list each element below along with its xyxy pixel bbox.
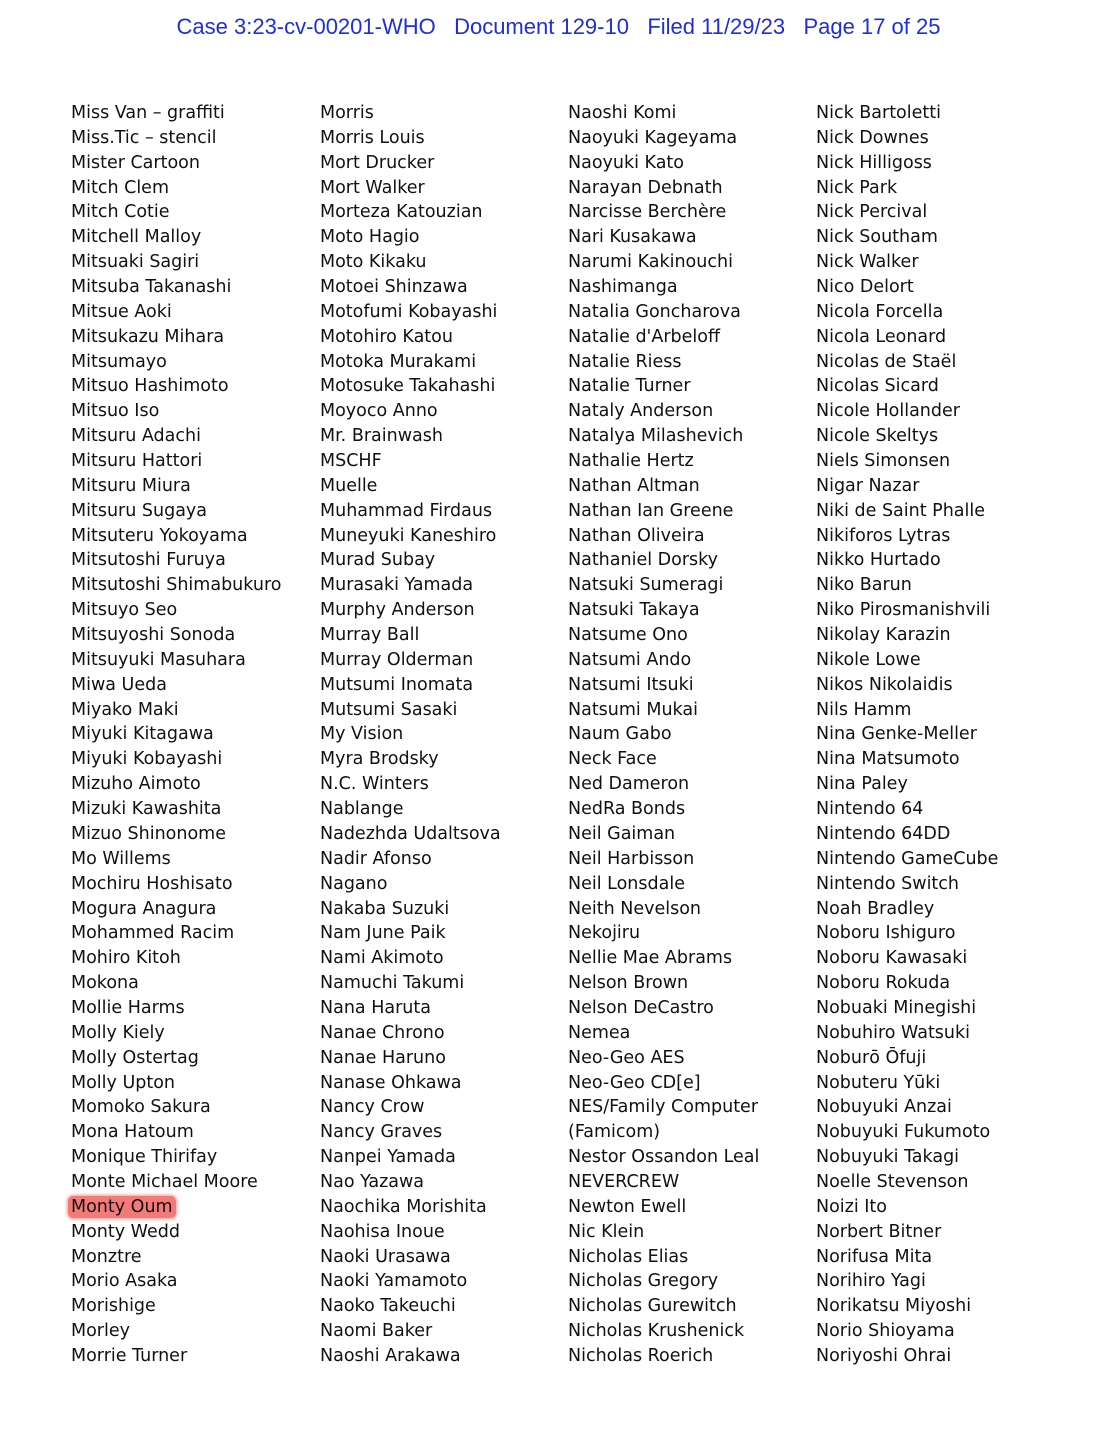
list-item: Morio Asaka [71, 1271, 178, 1292]
list-item: NES/Family Computer [568, 1097, 759, 1118]
list-item: Murray Olderman [320, 649, 474, 670]
list-item: Nathan Altman [568, 475, 700, 496]
list-item: Miwa Ueda [71, 674, 167, 695]
list-item: NEVERCREW [568, 1171, 680, 1192]
list-item: Naohisa Inoue [320, 1221, 445, 1242]
list-item: Noboru Ishiguro [816, 923, 956, 944]
list-item: Moyoco Anno [320, 401, 438, 422]
list-item: Mo Willems [71, 848, 171, 869]
list-item: Nikole Lowe [816, 649, 921, 670]
list-item: Mohiro Kitoh [71, 948, 181, 969]
list-item: Naoko Takeuchi [320, 1296, 456, 1317]
list-item: Murray Ball [320, 625, 420, 646]
list-item: Neck Face [568, 749, 657, 770]
list-item: Nadezhda Udaltsova [320, 823, 501, 844]
list-item: Noelle Stevenson [816, 1171, 969, 1192]
list-item: Natsumi Itsuki [568, 674, 694, 695]
list-item: Noboru Rokuda [816, 973, 951, 994]
list-item: Naoyuki Kato [568, 152, 684, 173]
list-item: Mizuki Kawashita [71, 799, 222, 820]
list-item: Nicholas Gregory [568, 1271, 719, 1292]
list-item: Naoshi Komi [568, 103, 677, 123]
list-item: Miss.Tic – stencil [71, 127, 217, 148]
list-item: Murphy Anderson [320, 600, 475, 621]
list-item: Nina Matsumoto [816, 749, 960, 770]
list-item: Niki de Saint Phalle [816, 500, 986, 521]
list-item: Murad Subay [320, 550, 436, 571]
list-item: Nanpei Yamada [320, 1147, 456, 1168]
list-item: Miss Van – graffiti [71, 103, 225, 123]
list-item: Nancy Graves [320, 1122, 443, 1143]
list-item: Mollie Harms [71, 997, 185, 1018]
name-column-2 [320, 101, 501, 1369]
list-item: Nick Percival [816, 202, 928, 223]
list-item: Norio Shioyama [816, 1321, 955, 1342]
list-item: My Vision [320, 724, 404, 745]
list-item: Norbert Bitner [816, 1221, 942, 1242]
list-item: Nana Haruta [320, 997, 431, 1018]
list-item: Ned Dameron [568, 774, 690, 795]
list-item: Mitsuru Sugaya [71, 500, 207, 521]
list-item: Nekojiru [568, 923, 641, 944]
list-item: Motosuke Takahashi [320, 376, 496, 397]
list-item: Mitsuru Miura [71, 475, 191, 496]
list-item: Narayan Debnath [568, 177, 723, 198]
list-item: Mort Drucker [320, 152, 435, 173]
list-item: Nelson Brown [568, 973, 689, 994]
list-item: Mizuo Shinonome [71, 823, 226, 844]
list-item: Nikos Nikolaidis [816, 674, 953, 695]
list-item: Mokona [71, 973, 139, 994]
list-item: Nathan Oliveira [568, 525, 705, 546]
list-item: Nobuyuki Takagi [816, 1147, 960, 1168]
list-item: Norikatsu Miyoshi [816, 1296, 972, 1317]
list-item: Nintendo 64DD [816, 823, 951, 844]
list-item: Morris Louis [320, 127, 425, 148]
list-item: Nintendo Switch [816, 873, 959, 894]
list-item: Nick Hilligoss [816, 152, 932, 173]
list-item: Natsuki Takaya [568, 600, 700, 621]
list-item: Mitsutoshi Shimabukuro [71, 575, 282, 596]
list-item: Nathaniel Dorsky [568, 550, 718, 571]
list-item: Nathan Ian Greene [568, 500, 734, 521]
list-item: N.C. Winters [320, 774, 429, 795]
list-item: Mogura Anagura [71, 898, 217, 919]
list-item: Nikolay Karazin [816, 625, 951, 646]
list-item: Mitsuyoshi Sonoda [71, 625, 236, 646]
list-item: Miyuki Kitagawa [71, 724, 214, 745]
list-item: Niko Barun [816, 575, 912, 596]
list-item: Nobuaki Minegishi [816, 997, 977, 1018]
list-item: Muhammad Firdaus [320, 500, 493, 521]
list-item: Neil Gaiman [568, 823, 676, 844]
list-item: Mitsuteru Yokoyama [71, 525, 248, 546]
list-item: Monztre [71, 1246, 142, 1267]
list-item: Nobuyuki Fukumoto [816, 1122, 991, 1143]
list-item: Nemea [568, 1022, 631, 1043]
list-item: Morteza Katouzian [320, 202, 483, 223]
name-column-1 [71, 101, 281, 1369]
list-item: Mohammed Racim [71, 923, 235, 944]
list-item: Nagano [320, 873, 388, 894]
list-item: Nobuyuki Anzai [816, 1097, 952, 1118]
list-item: Naoki Urasawa [320, 1246, 451, 1267]
list-item: Norihiro Yagi [816, 1271, 926, 1292]
list-item: Nick Downes [816, 127, 929, 148]
list-item: Morrie Turner [71, 1345, 188, 1366]
list-item: Natsumi Mukai [568, 699, 698, 720]
list-item: Motoka Murakami [320, 351, 477, 372]
list-item: Mitsutoshi Furuya [71, 550, 226, 571]
list-item: Nick Walker [816, 252, 919, 273]
list-item: Nintendo 64 [816, 799, 924, 820]
list-item: Myra Brodsky [320, 749, 439, 770]
list-item: Newton Ewell [568, 1196, 687, 1217]
list-item: Mitsuo Iso [71, 401, 160, 422]
list-item: Noizi Ito [816, 1196, 887, 1217]
list-item: Monique Thirifay [71, 1147, 218, 1168]
list-item: Motofumi Kobayashi [320, 301, 498, 322]
list-item: Mitchell Malloy [71, 227, 202, 248]
list-item: Mort Walker [320, 177, 425, 198]
list-item: Mister Cartoon [71, 152, 200, 173]
list-item: Miyako Maki [71, 699, 179, 720]
list-item: Nancy Crow [320, 1097, 425, 1118]
list-item: Mitsuyo Seo [71, 600, 178, 621]
list-item: Nadir Afonso [320, 848, 432, 869]
list-item: Nigar Nazar [816, 475, 920, 496]
list-item: Noah Bradley [816, 898, 935, 919]
list-item: Nils Hamm [816, 699, 912, 720]
list-item: Nari Kusakawa [568, 227, 697, 248]
list-item: Neo-Geo AES [568, 1047, 685, 1068]
list-item: Moto Hagio [320, 227, 420, 248]
list-item: Noburō Ōfuji [816, 1047, 927, 1068]
case-number: Case 3:23-cv-00201-WHO [176, 14, 436, 39]
list-item: Monte Michael Moore [71, 1171, 258, 1192]
highlighted-name: Monty Oum [68, 1196, 176, 1218]
list-item: Neo-Geo CD[e] [568, 1072, 701, 1093]
list-item: Nashimanga [568, 277, 678, 298]
list-item: Mitsuru Adachi [71, 426, 201, 447]
list-item: Nanae Chrono [320, 1022, 445, 1043]
list-item: Nicolas de Staël [816, 351, 957, 372]
list-item: Neil Lonsdale [568, 873, 685, 894]
list-item: Niko Pirosmanishvili [816, 600, 991, 621]
list-item: Mitch Clem [71, 177, 169, 198]
list-item: Naochika Morishita [320, 1196, 487, 1217]
list-item: Nicola Forcella [816, 301, 944, 322]
name-column-3 [568, 101, 759, 1369]
list-item: Narcisse Berchère [568, 202, 727, 223]
filed-date: Filed 11/29/23 [647, 14, 786, 39]
page-number: Page 17 of 25 [803, 14, 941, 39]
list-item: Mochiru Hoshisato [71, 873, 233, 894]
list-item: Natsuki Sumeragi [568, 575, 724, 596]
list-item: Natsume Ono [568, 625, 688, 646]
list-item: Natalie d'Arbeloff [568, 326, 721, 347]
list-item: NedRa Bonds [568, 799, 686, 820]
list-item: Molly Upton [71, 1072, 176, 1093]
list-item: Mutsumi Sasaki [320, 699, 458, 720]
list-item: Naoyuki Kageyama [568, 127, 738, 148]
list-item: Mitsuru Hattori [71, 451, 203, 472]
list-item: Nick Bartoletti [816, 103, 941, 123]
list-item: (Famicom) [568, 1122, 661, 1143]
list-item: Natalya Milashevich [568, 426, 744, 447]
list-item: Nina Genke-Meller [816, 724, 977, 745]
list-item: Molly Kiely [71, 1022, 165, 1043]
list-item: Morishige [71, 1296, 156, 1317]
list-item: Natalia Goncharova [568, 301, 741, 322]
list-item: Naoshi Arakawa [320, 1345, 461, 1366]
list-item: Noboru Kawasaki [816, 948, 968, 969]
list-item: Nicholas Elias [568, 1246, 689, 1267]
list-item: Nanae Haruno [320, 1047, 446, 1068]
list-item: Nick Southam [816, 227, 938, 248]
list-item: Nina Paley [816, 774, 908, 795]
list-item: Neil Harbisson [568, 848, 695, 869]
list-item [71, 1195, 281, 1220]
list-item: Natalie Riess [568, 351, 682, 372]
list-item: Mitsuyuki Masuhara [71, 649, 246, 670]
list-item: Nakaba Suzuki [320, 898, 450, 919]
list-item: Mitsue Aoki [71, 301, 172, 322]
list-item: Mitsukazu Mihara [71, 326, 225, 347]
list-item: Monty Wedd [71, 1221, 180, 1242]
list-item: Natsumi Ando [568, 649, 692, 670]
list-item: Miyuki Kobayashi [71, 749, 223, 770]
list-item: Nicholas Roerich [568, 1345, 714, 1366]
list-item: Muelle [320, 475, 378, 496]
list-item: Namuchi Takumi [320, 973, 465, 994]
list-item: Nic Klein [568, 1221, 645, 1242]
list-item: Nicole Skeltys [816, 426, 939, 447]
list-item: Nablange [320, 799, 404, 820]
list-item: Nanase Ohkawa [320, 1072, 462, 1093]
list-item: Nobuhiro Watsuki [816, 1022, 971, 1043]
list-item: Mitch Cotie [71, 202, 170, 223]
list-item: Niels Simonsen [816, 451, 951, 472]
list-item: Nico Delort [816, 277, 914, 298]
list-item: Mitsuba Takanashi [71, 277, 232, 298]
list-item: Naomi Baker [320, 1321, 433, 1342]
document-number: Document 129-10 [454, 14, 629, 39]
list-item: Nintendo GameCube [816, 848, 999, 869]
list-item: Mitsuaki Sagiri [71, 252, 200, 273]
list-item: Naoki Yamamoto [320, 1271, 468, 1292]
list-item: Momoko Sakura [71, 1097, 211, 1118]
list-item: Nick Park [816, 177, 898, 198]
list-item: Molly Ostertag [71, 1047, 199, 1068]
list-item: Mizuho Aimoto [71, 774, 201, 795]
document-header [0, 14, 1117, 40]
list-item: Mona Hatoum [71, 1122, 194, 1143]
list-item: Nam June Paik [320, 923, 446, 944]
list-item: Motoei Shinzawa [320, 277, 468, 298]
list-item: Norifusa Mita [816, 1246, 933, 1267]
list-item: Narumi Kakinouchi [568, 252, 733, 273]
list-item: Nestor Ossandon Leal [568, 1147, 760, 1168]
list-item: Nao Yazawa [320, 1171, 425, 1192]
list-item: Mitsumayo [71, 351, 167, 372]
list-item: Neith Nevelson [568, 898, 701, 919]
list-item: Nelson DeCastro [568, 997, 714, 1018]
list-item: Natalie Turner [568, 376, 691, 397]
name-column-4 [816, 101, 998, 1369]
list-item: Murasaki Yamada [320, 575, 474, 596]
list-item: Mutsumi Inomata [320, 674, 474, 695]
list-item: Muneyuki Kaneshiro [320, 525, 497, 546]
list-item: Nobuteru Yūki [816, 1072, 941, 1093]
list-item: Moto Kikaku [320, 252, 427, 273]
list-item: Morley [71, 1321, 130, 1342]
list-item: MSCHF [320, 451, 382, 472]
list-item: Nicholas Krushenick [568, 1321, 745, 1342]
list-item: Motohiro Katou [320, 326, 453, 347]
list-item: Noriyoshi Ohrai [816, 1345, 952, 1366]
list-item: Nicolas Sicard [816, 376, 939, 397]
list-item: Mitsuo Hashimoto [71, 376, 229, 397]
list-item: Nellie Mae Abrams [568, 948, 733, 969]
list-item: Nami Akimoto [320, 948, 444, 969]
list-item: Nataly Anderson [568, 401, 714, 422]
list-item: Nicole Hollander [816, 401, 960, 422]
list-item: Naum Gabo [568, 724, 672, 745]
list-item: Nikko Hurtado [816, 550, 941, 571]
list-item: Mr. Brainwash [320, 426, 443, 447]
list-item: Nathalie Hertz [568, 451, 694, 472]
list-item: Nicola Leonard [816, 326, 947, 347]
list-item: Morris [320, 103, 374, 123]
list-item: Nikiforos Lytras [816, 525, 951, 546]
list-item: Nicholas Gurewitch [568, 1296, 737, 1317]
